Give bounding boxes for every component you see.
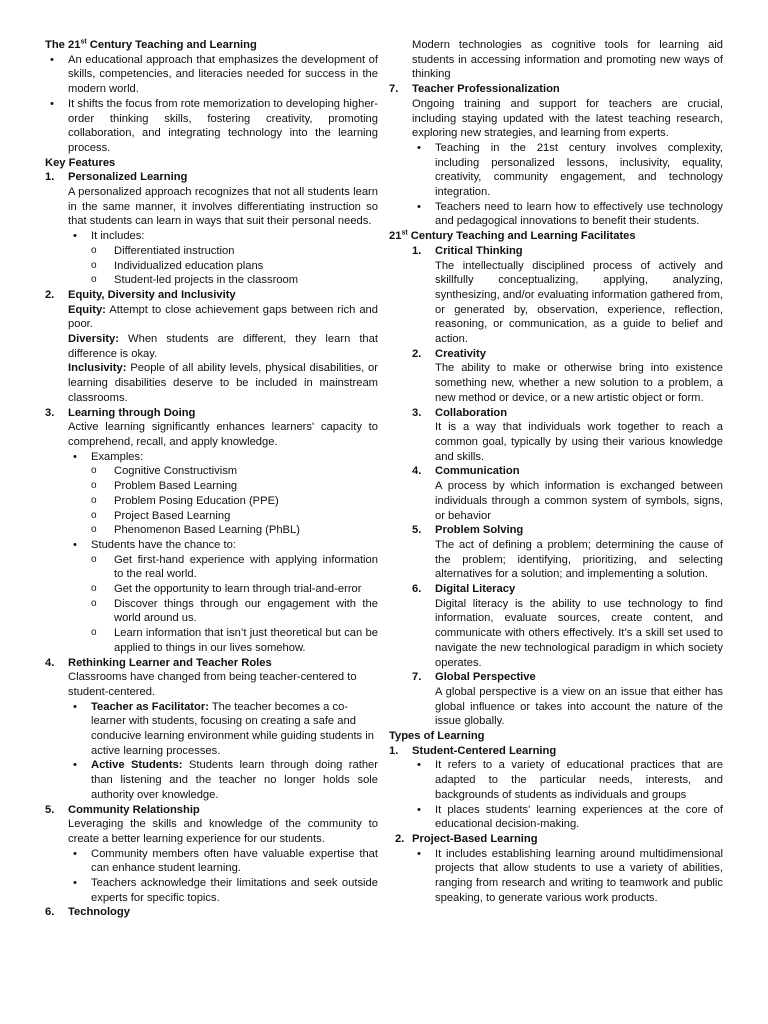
skill-heading: 2. Creativity — [412, 347, 486, 360]
list-item: o Phenomenon Based Learning (PhBL) — [91, 523, 378, 538]
feature-heading: 7. Teacher Professionalization — [389, 83, 560, 96]
feature-text: Modern technologies as cognitive tools for learning aid students in accessing information and promoting new ways of thinking — [412, 39, 723, 81]
key-features-heading: Key Features — [45, 156, 116, 169]
list-item: • Teacher as Facilitator: The teacher becomes a co-learner with students, focusing on creating a safe and conducive learning environment while guiding students in active learning processes. — [68, 700, 378, 759]
feature-text: A personalized approach recognizes that not all students learn in the same manner, it involves differentiating instruction so that students can learn in ways that suit their personal needs. — [68, 186, 378, 228]
community-list — [45, 847, 378, 906]
feature-heading: 5. Community Relationship — [45, 803, 200, 816]
list-item: • Teachers acknowledge their limitations and seek outside experts for specific topics. — [68, 876, 378, 905]
type-heading: 1. Student-Centered Learning — [389, 744, 557, 757]
list-item: o Cognitive Constructivism — [91, 464, 378, 479]
skill-text: The intellectually disciplined process of actively and skillfully conceptualizing, applying, analyzing, synthesizing, and/or evaluating information gathered from, or generated by, observation, experience, reflection, reasoning, or communication, as a guide to belief and action. — [435, 259, 723, 346]
feature-text: Equity: Attempt to close achievement gaps between rich and poor. — [68, 303, 378, 331]
skill-heading: 5. Problem Solving — [412, 524, 524, 537]
list-item: o Differentiated instruction — [91, 244, 378, 259]
skill-heading: 6. Digital Literacy — [412, 583, 516, 596]
feature-text: Active learning significantly enhances learners' capacity to comprehend, recall, and apply knowledge. — [68, 421, 378, 448]
list-item: • Teachers need to learn how to effectively use technology and pedagogical innovations to benefit their students. — [412, 200, 723, 229]
feature-text: Ongoing training and support for teachers are crucial, including staying updated with the latest teaching research, exploring new strategies, and learning from experts. — [412, 97, 723, 140]
list-item: o Project Based Learning — [91, 509, 378, 524]
roles-list — [45, 700, 378, 803]
includes-list — [45, 229, 378, 288]
feature-text: Diversity: When students are different, they learn that difference is okay. — [68, 333, 378, 360]
skill-text: The act of defining a problem; determining the cause of the problem; identifying, prioritizing, and selecting alternatives for a solution; and implementing a solution. — [435, 538, 723, 581]
list-item: o Learn information that isn’t just theoretical but can be applied to things in our lives somehow. — [91, 626, 378, 655]
chances-sublist — [91, 553, 378, 656]
list-item: • Teaching in the 21st century involves complexity, including personalized lessons, inclusivity, equality, creativity, community engagement, and technology integration. — [412, 141, 723, 200]
list-item: • Students have the chance to: o Get first-hand experience with applying information to the real world. o Get the opportunity to learn through trial-and-error o Discover things through our engagement with the world around us. o Learn information that isn’t just theoretical but can be applied to things in our lives somehow. — [68, 538, 378, 656]
list-item: • It places students' learning experiences at the core of educational decision-making. — [412, 803, 723, 832]
includes-sublist — [91, 244, 378, 288]
list-item: • An educational approach that emphasizes the development of skills, competencies, and literacies needed for success in the modern world. — [45, 53, 378, 97]
examples-sublist — [91, 464, 378, 538]
feature-text: Classrooms have changed from being teacher-centered to student-centered. — [68, 671, 357, 698]
list-item: • It refers to a variety of educational practices that are adapted to the particular needs, interests, and backgrounds of students as individuals and groups — [412, 758, 723, 802]
list-item: • It shifts the focus from rote memorization to developing higher-order thinking skills, fostering creativity, promoting collaboration, and integrating technology into the learning process. — [45, 97, 378, 156]
page-title: The 21st Century Teaching and Learning — [45, 38, 257, 51]
feature-text: Inclusivity: People of all ability levels, physical disabilities, or learning disabilities deserve to be included in mainstream classrooms. — [68, 362, 378, 404]
list-item: • It includes: o Differentiated instruction o Individualized education plans o Student-led projects in the classroom — [68, 229, 378, 288]
types-heading: Types of Learning — [389, 730, 485, 743]
skill-heading: 1. Critical Thinking — [412, 244, 523, 257]
left-column — [45, 38, 378, 920]
list-item: o Discover things through our engagement with the world around us. — [91, 597, 378, 626]
skill-heading: 4. Communication — [412, 465, 520, 478]
feature-heading: 3. Learning through Doing — [45, 406, 196, 419]
skill-text: A global perspective is a view on an issue that either has global influence or takes into account the nature of the issue globally. — [435, 685, 723, 728]
feature-heading: 2. Equity, Diversity and Inclusivity — [45, 288, 236, 301]
feature-heading: 6. Technology — [45, 906, 130, 919]
intro-list — [45, 53, 378, 156]
examples-list — [45, 450, 378, 656]
skill-text: A process by which information is exchanged between individuals through a common system of symbols, signs, or behavior — [435, 480, 723, 522]
right-column — [389, 38, 723, 905]
feature-heading: 4. Rethinking Learner and Teacher Roles — [45, 656, 272, 669]
list-item: o Get first-hand experience with applying information to the real world. — [91, 553, 378, 582]
list-item: • Examples: o Cognitive Constructivism o Problem Based Learning o Problem Posing Education (PPE) o Project Based Learning o Phenomenon Based Learning (PhBL) — [68, 450, 378, 538]
feature-text: Leveraging the skills and knowledge of the community to create a better learning experience for our students. — [68, 818, 378, 845]
skill-text: Digital literacy is the ability to use technology to find information, evaluate sources, create content, and communicate with others effectively. It’s a skill set used to navigate the new technological paradigm in which society operates. — [435, 597, 723, 669]
list-item: o Problem Based Learning — [91, 479, 378, 494]
list-item: • Active Students: Students learn through doing rather than listening and the teacher no longer holds sole authority over knowledge. — [68, 758, 378, 802]
list-item: o Problem Posing Education (PPE) — [91, 494, 378, 509]
skill-heading: 7. Global Perspective — [412, 671, 536, 684]
list-item: • Community members often have valuable expertise that can enhance student learning. — [68, 847, 378, 876]
type-heading: 2. Project-Based Learning — [395, 832, 538, 845]
list-item: o Student-led projects in the classroom — [91, 273, 378, 288]
professionalization-list — [389, 141, 723, 229]
student-centered-list — [389, 758, 723, 832]
list-item: o Individualized education plans — [91, 259, 378, 274]
skill-text: It is a way that individuals work together to reach a common goal, typically by using their various knowledge and skills. — [435, 421, 723, 463]
list-item: • It includes establishing learning around multidimensional projects that allow students to use a variety of abilities, ranging from research and writing to teamwork and public speaking, to generate various work products. — [412, 847, 723, 906]
facilitates-heading: 21st Century Teaching and Learning Facilitates — [389, 229, 636, 243]
skill-heading: 3. Collaboration — [412, 406, 508, 419]
skill-text: The ability to make or otherwise bring into existence something new, whether a new solution to a problem, a new method or device, or a new artistic object or form. — [435, 362, 723, 404]
list-item: o Get the opportunity to learn through trial-and-error — [91, 582, 378, 597]
feature-heading: 1. Personalized Learning — [45, 171, 188, 184]
project-based-list — [389, 847, 723, 906]
